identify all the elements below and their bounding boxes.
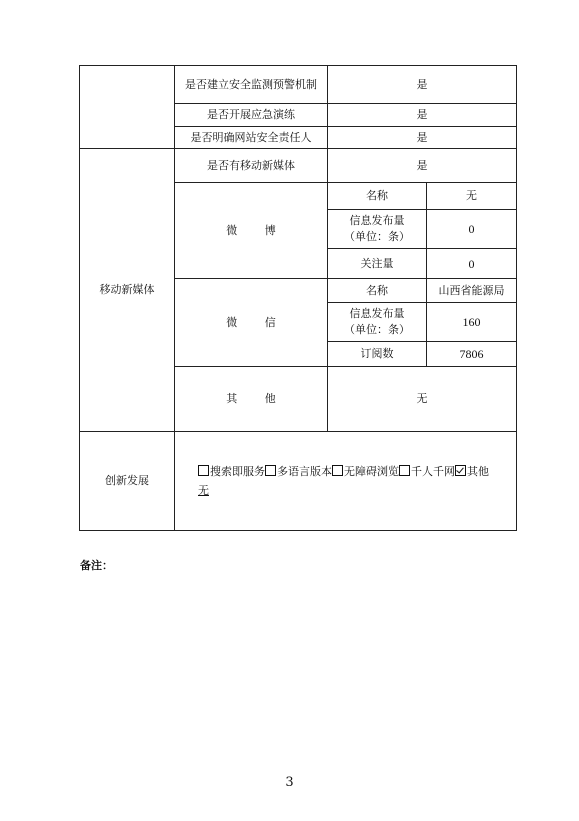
- wechat-name-label: 名称: [366, 283, 388, 297]
- has-media-value: 是: [416, 158, 428, 172]
- new-media-group-label: 移动新媒体: [99, 283, 155, 296]
- responsible-label: 是否明确网站安全责任人: [190, 130, 312, 144]
- other-media-label: 其 他: [226, 392, 288, 405]
- has-media-label: 是否有移动新媒体: [207, 158, 295, 172]
- drill-label: 是否开展应急演练: [207, 108, 295, 121]
- checkbox-unchecked-icon[interactable]: [198, 465, 209, 476]
- weibo-label: 微 博: [226, 223, 288, 237]
- wechat-label: 微 信: [226, 315, 288, 329]
- option-personalized[interactable]: 千人千网: [399, 465, 455, 478]
- weibo-posts-label: 信息发布量（单位：条）: [344, 214, 410, 243]
- option-other[interactable]: 其他: [455, 465, 489, 478]
- checkbox-unchecked-icon[interactable]: [265, 465, 276, 476]
- weibo-followers-label: 关注量: [360, 256, 394, 270]
- wechat-subscribers-value: 7806: [459, 347, 484, 361]
- remark-label: 备注：: [80, 559, 113, 572]
- responsible-value: 是: [416, 130, 428, 144]
- checkbox-unchecked-icon[interactable]: [399, 465, 410, 476]
- weibo-followers-value: 0: [468, 256, 475, 271]
- innovation-options: [198, 463, 489, 481]
- wechat-name-value: 山西省能源局: [438, 283, 505, 297]
- wechat-posts-label: 信息发布量（单位：条）: [344, 307, 410, 336]
- weibo-name-label: 名称: [366, 189, 388, 202]
- weibo-posts-value: 0: [468, 222, 475, 236]
- checkbox-checked-icon[interactable]: [455, 465, 466, 476]
- innovation-other-text: 无: [198, 484, 209, 497]
- option-multilingual[interactable]: 多语言版本: [265, 465, 332, 478]
- weibo-name-value: 无: [466, 189, 477, 202]
- monitoring-label: 是否建立安全监测预警机制: [185, 77, 317, 91]
- other-media-value: 无: [416, 392, 428, 405]
- wechat-subscribers-label: 订阅数: [360, 347, 394, 360]
- option-search-as-service[interactable]: 搜索即服务: [198, 465, 265, 478]
- drill-value: 是: [416, 108, 428, 121]
- option-accessibility[interactable]: 无障碍浏览: [332, 465, 399, 478]
- monitoring-value: 是: [416, 77, 428, 91]
- page-number: 3: [285, 775, 294, 790]
- innovation-label: 创新发展: [105, 474, 149, 487]
- checkbox-unchecked-icon[interactable]: [332, 465, 343, 476]
- wechat-posts-value: 160: [462, 315, 481, 329]
